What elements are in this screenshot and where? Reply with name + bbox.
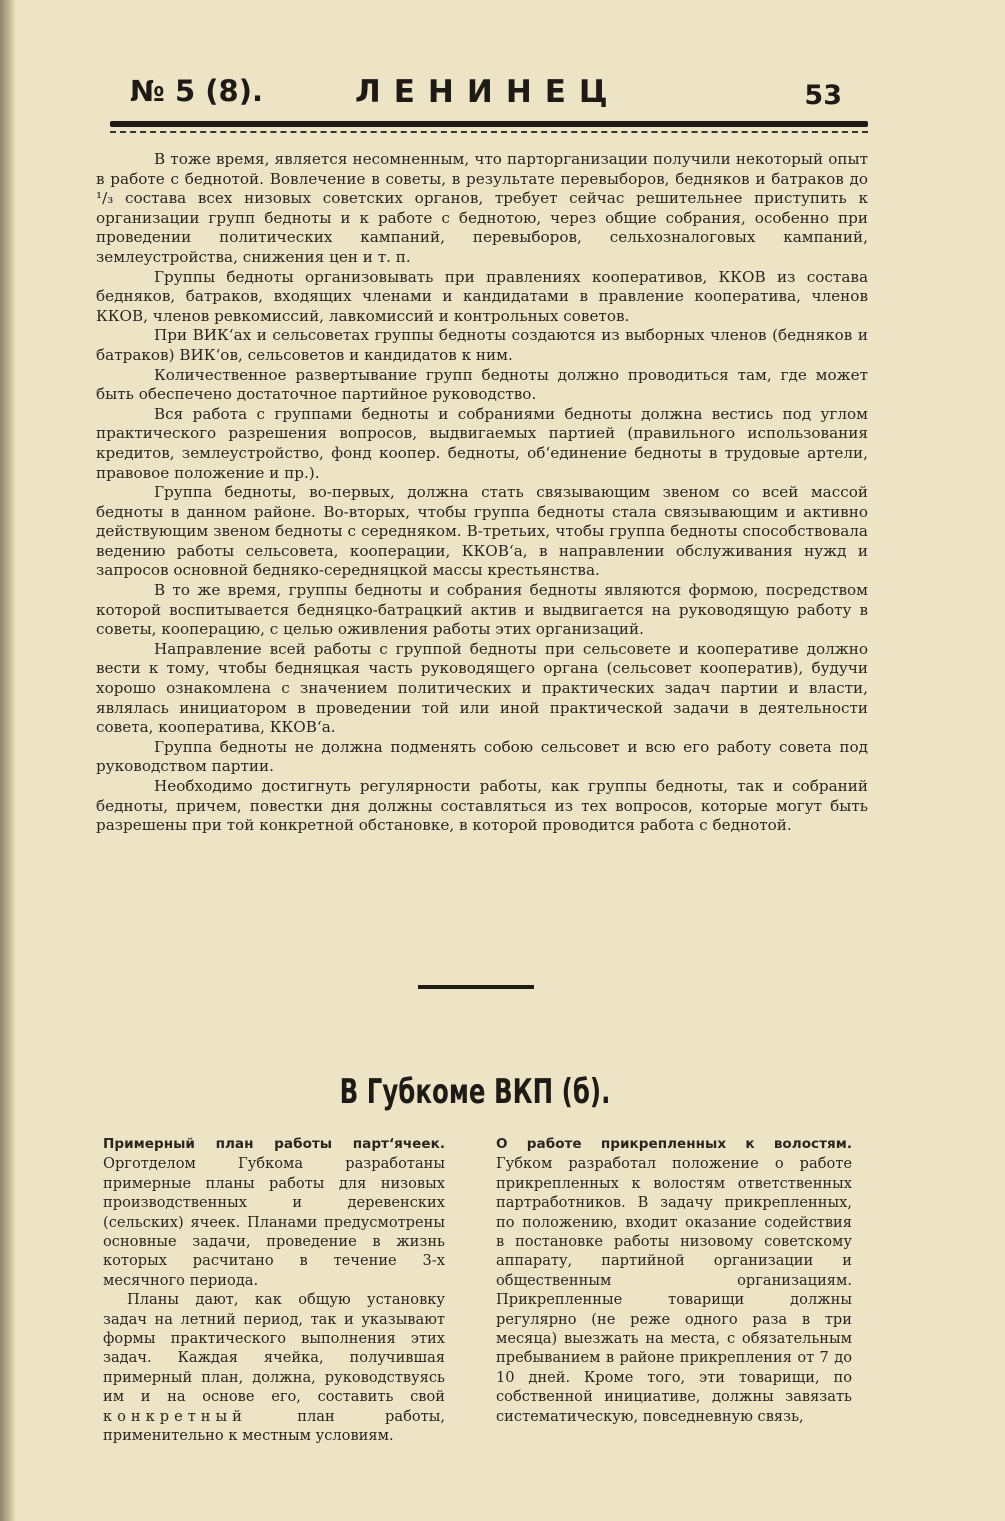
article-paragraph: Группа бедноты не должна подменять собою сельсовет и всю его работу совета под руководством партии. xyxy=(96,737,868,776)
article-paragraph: При ВИК‘ах и сельсоветах группы бедноты создаются из выборных членов (бедняков и батраков) ВИК‘ов, сельсоветов и кандидатов к ним. xyxy=(96,326,868,364)
article-paragraph: Направление всей работы с группой бедноты при сельсовете и кооперативе должно вести к тому, чтобы бедняцкая часть руководящего органа (сельсовет кооператив), будучи хорошо ознакомлена с значением политических и практических задач партии и власти, являлась инициатором в проведении той или иной практической задачи в деятельности совета, кооператива, ККОВ‘а. xyxy=(96,639,868,737)
page-header xyxy=(130,74,870,118)
emphasized-word: конкретный xyxy=(103,1407,247,1425)
section-separator xyxy=(418,985,534,989)
left-column xyxy=(103,1134,445,1446)
article-body xyxy=(96,150,868,836)
article-paragraph: Группы бедноты организовывать при правлениях кооперативов, ККОВ из состава бедняков, батраков, входящих членами и кандидатами в правление кооператива, членов ККОВ, членов ревкомиссий, лавкомиссий и контрольных советов. xyxy=(96,267,868,325)
right-column-heading: О работе прикрепленных к волостям. xyxy=(496,1136,852,1152)
article-paragraph: Количественное развертывание групп бедноты должно проводиться там, где может быть обеспечено достаточное партийное руководство. xyxy=(96,365,868,404)
right-column-paragraph xyxy=(496,1134,852,1426)
left-column-heading: Примерный план работы парт‘ячеек. xyxy=(103,1136,445,1152)
header-rule-thick xyxy=(110,121,868,127)
left-column-paragraph xyxy=(103,1134,445,1290)
article-paragraph: В тоже время, является несомненным, что парторганизации получили некоторый опыт в работе с беднотой. Вовлечение в советы, в результате перевыборов, бедняков и батраков до ¹/₃ состава всех низовых советских органов, требует сейчас решительнее приступить к организации групп бедноты и к работе с беднотою, через общие собрания, особенно при проведении политических кампаний, перевыборов, сельхозналоговых кампаний, землеустройства, снижения цен и т. п. xyxy=(96,150,868,266)
article-paragraph: Необходимо достигнуть регулярности работы, как группы бедноты, так и собраний бедноты, причем, повестки дня должны составляться из тех вопросов, которые могут быть разрешены при той конкретной обстановке, в которой проводится работа с беднотой. xyxy=(96,777,868,835)
page-spine-shadow xyxy=(0,0,16,1521)
left-column-paragraph xyxy=(103,1290,445,1445)
article-paragraph: Вся работа с группами бедноты и собраниями бедноты должна вестись под углом практического разрешения вопросов, выдвигаемых партией (правильного использования кредитов, землеустройство, фонд коопер. бедноты, об‘единение бедноты в трудовые артели, правовое положение и пр.). xyxy=(96,404,868,482)
article-paragraph: В то же время, группы бедноты и собрания бедноты являются формою, посредством которой воспитывается бедняцко-батрацкий актив и выдвигается на руководящую работу в советы, кооперацию, с целью оживления работы этих организаций. xyxy=(96,581,868,639)
section-title: В Губкоме ВКП (б). xyxy=(339,1072,611,1112)
issue-number: № 5 (8). xyxy=(130,74,263,108)
left-column-text: план работы, применительно к местным условиям. xyxy=(103,1407,445,1445)
right-column-text: Губком разработал положение о работе прикрепленных к волостям ответственных партработников. В задачу прикрепленных, по положению, входит оказание содействия в постановке работы низовому советскому аппарату, партийной организации и общественным организациям. Прикрепленные товарищи должны регулярно (не реже одного раза в три месяца) выезжать на места, с обязательным пребыванием в районе прикрепления от 7 до 10 дней. Кроме того, эти товарищи, по собственной инициативе, должны завязать систематическую, повседневную связь, xyxy=(496,1155,852,1425)
left-column-text: Орготделом Губкома разработаны примерные планы работы для низовых производственных и деревенских (сельских) ячеек. Планами предусмотрены основные задачи, проведение в жизнь которых расчитано в течение 3-х месячного периода. xyxy=(103,1155,445,1289)
article-paragraph: Группа бедноты, во-первых, должна стать связывающим звеном со всей массой бедноты в данном районе. Во-вторых, чтобы группа бедноты стала связывающим и активно действующим звеном бедноты с середняком. В-третьих, чтобы группа бедноты способствовала ведению работы сельсовета, кооперации, ККОВ‘а, в направлении обслуживания нужд и запросов основной бедняко-середняцкой массы крестьянства. xyxy=(96,483,868,580)
page-number: 53 xyxy=(804,80,842,111)
left-column-text: Планы дают, как общую установку задач на летний период, так и указывают формы практического выполнения этих задач. Каждая ячейка, получившая примерный план, должна, руководствуясь им и на основе его, составить свой xyxy=(103,1291,445,1406)
newspaper-title: ЛЕНИНЕЦ xyxy=(355,74,621,110)
header-rule-thin xyxy=(110,131,868,133)
right-column xyxy=(496,1134,852,1426)
